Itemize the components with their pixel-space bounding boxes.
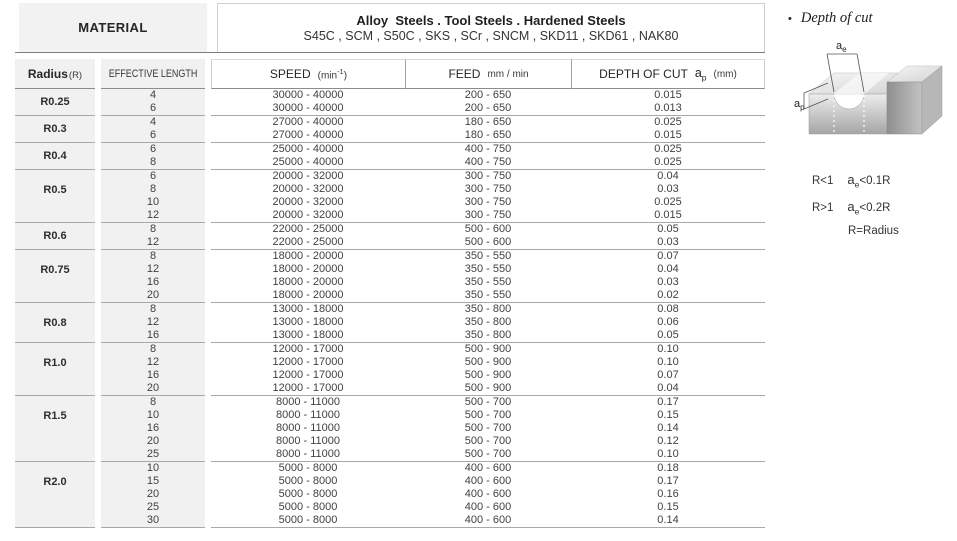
radius-label: R0.3 (43, 123, 67, 135)
effective-length-cell: 16 (146, 329, 160, 341)
speed-header-label: SPEED (269, 67, 311, 81)
effective-length-cell: 6 (149, 143, 157, 155)
depth-cell: 0.06 (657, 316, 679, 328)
depth-cell: 0.03 (657, 183, 679, 195)
feed-cell: 500 - 600 (464, 223, 512, 235)
speed-column (211, 302, 405, 342)
block-front-face (809, 94, 887, 134)
depth-cell: 0.17 (657, 396, 679, 408)
feed-cell: 300 - 750 (464, 183, 512, 195)
depth-cell: 0.18 (657, 462, 679, 474)
radius-column-header (15, 59, 95, 89)
effective-length-cell: 16 (146, 422, 160, 434)
radius-header-label: Radius (27, 66, 68, 81)
depth-column (571, 89, 765, 115)
table-body (15, 89, 765, 528)
depth-cell: 0.013 (654, 102, 682, 114)
feed-column (405, 142, 571, 169)
effective-length-cell: 25 (146, 448, 160, 460)
depth-cell: 0.10 (657, 343, 679, 355)
radius-column (15, 461, 95, 528)
feed-column (405, 342, 571, 395)
depth-cell: 0.03 (657, 236, 679, 248)
speed-cell: 18000 - 20000 (272, 289, 344, 301)
speed-cell: 30000 - 40000 (272, 89, 344, 101)
effective-length-cell: 6 (149, 170, 157, 182)
speed-cell: 8000 - 11000 (275, 448, 341, 460)
depth-column (571, 142, 765, 169)
steel-grades-list: S45C , SCM , S50C , SKS , SCr , SNCM , SKD11 , SKD61 , NAK80 (303, 29, 679, 43)
effective-length-cell: 10 (146, 196, 160, 208)
depth-header-label: DEPTH OF CUT (599, 67, 688, 81)
feed-cell: 400 - 750 (464, 156, 512, 168)
feed-cell: 500 - 900 (464, 382, 512, 394)
radius-column (15, 89, 95, 115)
effective-length-cell: 30 (146, 514, 160, 526)
radius-definition-note: R=Radius (848, 225, 899, 238)
depth-column (571, 249, 765, 302)
speed-column (211, 142, 405, 169)
feed-cell: 350 - 550 (464, 263, 512, 275)
feed-cell: 500 - 700 (464, 435, 512, 447)
effective-length-cell: 8 (149, 223, 157, 235)
speed-cell: 22000 - 25000 (272, 223, 344, 235)
feed-cell: 400 - 750 (464, 143, 512, 155)
speed-unit: $(\min^{-1})$ (317, 66, 348, 82)
depth-of-cut-column-header (571, 59, 765, 89)
speed-cell: 8000 - 11000 (275, 422, 341, 434)
depth-of-cut-heading (788, 10, 954, 27)
depth-cell: 0.04 (657, 170, 679, 182)
depth-cell: 0.10 (657, 448, 679, 460)
feed-cell: 300 - 750 (464, 209, 512, 221)
speed-cell: 18000 - 20000 (272, 276, 344, 288)
depth-cell: 0.15 (657, 409, 679, 421)
effective-length-cell: 8 (149, 303, 157, 315)
feed-cell: 350 - 550 (464, 276, 512, 288)
effective-length-cell: 12 (146, 236, 160, 248)
effective-length-cell: 4 (149, 89, 157, 101)
depth-cell: 0.015 (654, 129, 682, 141)
effective-length-cell: 20 (146, 382, 160, 394)
speed-cell: 27000 - 40000 (272, 116, 344, 128)
ap-symbol: $a_p$ (694, 65, 707, 83)
length-column (101, 342, 205, 395)
feed-column (405, 169, 571, 222)
speed-cell: 8000 - 11000 (275, 409, 341, 421)
radius-group (15, 249, 765, 302)
feed-cell: 500 - 700 (464, 448, 512, 460)
speed-cell: 18000 - 20000 (272, 263, 344, 275)
effective-length-cell: 8 (149, 396, 157, 408)
effective-length-cell: 15 (146, 475, 160, 487)
radius-group (15, 89, 765, 115)
effective-length-cell: 16 (146, 369, 160, 381)
speed-cell: 20000 - 32000 (272, 170, 344, 182)
depth-cell: 0.04 (657, 263, 679, 275)
note-r-less-1 (812, 172, 954, 190)
feed-column (405, 115, 571, 142)
radius-label: R0.75 (40, 263, 70, 276)
speed-column (211, 222, 405, 249)
feed-cell: 500 - 700 (464, 409, 512, 421)
depth-cell: 0.05 (657, 329, 679, 341)
note-r-greater-1 (812, 199, 954, 217)
radius-column (15, 395, 95, 461)
feed-cell: 300 - 750 (464, 196, 512, 208)
radius-column (15, 222, 95, 249)
note-rule: $a_e<0.1R$ (847, 172, 891, 190)
speed-cell: 12000 - 17000 (272, 343, 344, 355)
feed-cell: 500 - 900 (464, 369, 512, 381)
speed-column (211, 395, 405, 461)
radius-group (15, 142, 765, 169)
radius-column (15, 169, 95, 222)
effective-length-cell: 8 (149, 250, 157, 262)
depth-column (571, 302, 765, 342)
speed-cell: 5000 - 8000 (278, 501, 338, 513)
depth-cell: 0.15 (657, 501, 679, 513)
feed-cell: 350 - 550 (464, 289, 512, 301)
speed-cell: 18000 - 20000 (272, 250, 344, 262)
speed-cell: 13000 - 18000 (272, 303, 344, 315)
radius-group (15, 302, 765, 342)
effective-length-cell: 4 (149, 116, 157, 128)
feed-cell: 350 - 800 (464, 329, 512, 341)
depth-cell: 0.02 (657, 289, 679, 301)
cutting-parameters-table (15, 3, 765, 528)
alloy-steels-title: Alloy Steels . Tool Steels . Hardened Steels (356, 13, 626, 28)
feed-cell: 300 - 750 (464, 170, 512, 182)
depth-cell: 0.17 (657, 475, 679, 487)
effective-length-cell: 12 (146, 263, 160, 275)
radius-label: R2.0 (43, 475, 67, 488)
speed-cell: 5000 - 8000 (278, 488, 338, 500)
speed-cell: 13000 - 18000 (272, 316, 344, 328)
depth-column (571, 169, 765, 222)
radius-column (15, 302, 95, 342)
feed-cell: 400 - 600 (464, 475, 512, 487)
speed-column (211, 169, 405, 222)
feed-cell: 500 - 900 (464, 343, 512, 355)
bullet-icon: • (788, 13, 792, 25)
note-condition: R<1 (812, 175, 834, 187)
feed-cell: 200 - 650 (464, 102, 512, 114)
radius-column (15, 142, 95, 169)
effective-length-cell: 6 (149, 129, 157, 141)
speed-cell: 20000 - 32000 (272, 196, 344, 208)
feed-header-label: FEED (448, 67, 481, 81)
material-values-cell (217, 3, 765, 52)
feed-column (405, 222, 571, 249)
depth-cell: 0.16 (657, 488, 679, 500)
speed-cell: 8000 - 11000 (275, 396, 341, 408)
speed-column-header (211, 59, 405, 89)
note-rule: $a_e<0.2R$ (847, 198, 891, 217)
feed-cell: 350 - 550 (464, 250, 512, 262)
radius-group (15, 395, 765, 461)
depth-cell: 0.07 (657, 250, 679, 262)
speed-cell: 30000 - 40000 (272, 102, 344, 114)
depth-cell: 0.025 (654, 116, 682, 128)
depth-cell: 0.05 (657, 223, 679, 235)
depth-cell: 0.015 (654, 209, 682, 221)
ap-label: ap (794, 98, 805, 112)
effective-length-cell: 8 (149, 156, 157, 168)
feed-cell: 180 - 650 (464, 129, 512, 141)
depth-cell: 0.025 (654, 196, 682, 208)
length-column (101, 222, 205, 249)
feed-cell: 500 - 700 (464, 396, 512, 408)
speed-cell: 13000 - 18000 (272, 329, 344, 341)
radius-group (15, 222, 765, 249)
depth-of-cut-panel (782, 10, 954, 237)
right-block-front-face (887, 82, 922, 134)
effective-length-cell: 20 (146, 435, 160, 447)
speed-cell: 22000 - 25000 (272, 236, 344, 248)
feed-cell: 350 - 800 (464, 303, 512, 315)
feed-column-header (405, 59, 571, 89)
feed-cell: 200 - 650 (464, 89, 512, 101)
depth-cell: 0.03 (657, 276, 679, 288)
radius-label: R1.5 (43, 409, 67, 422)
depth-of-cut-diagram (794, 37, 944, 159)
speed-column (211, 115, 405, 142)
length-column (101, 395, 205, 461)
depth-column (571, 395, 765, 461)
feed-column (405, 302, 571, 342)
effective-length-cell: 20 (146, 488, 160, 500)
speed-cell: 8000 - 11000 (275, 435, 341, 447)
radius-column (15, 249, 95, 302)
depth-column (571, 461, 765, 528)
length-column (101, 302, 205, 342)
depth-cell: 0.04 (657, 382, 679, 394)
speed-cell: 12000 - 17000 (272, 369, 344, 381)
depth-cell: 0.14 (657, 422, 679, 434)
radius-label: R0.25 (40, 96, 70, 108)
radius-group (15, 342, 765, 395)
effective-length-cell: 16 (146, 276, 160, 288)
feed-cell: 500 - 700 (464, 422, 512, 434)
speed-cell: 25000 - 40000 (272, 143, 344, 155)
feed-cell: 350 - 800 (464, 316, 512, 328)
speed-cell: 5000 - 8000 (278, 514, 338, 526)
speed-cell: 25000 - 40000 (272, 156, 344, 168)
speed-cell: 20000 - 32000 (272, 183, 344, 195)
depth-column (571, 342, 765, 395)
effective-length-cell: 8 (149, 343, 157, 355)
depth-cell: 0.10 (657, 356, 679, 368)
speed-cell: 12000 - 17000 (272, 382, 344, 394)
radius-column (15, 115, 95, 142)
feed-cell: 400 - 600 (464, 462, 512, 474)
effective-length-cell: 10 (146, 409, 160, 421)
feed-column (405, 461, 571, 528)
speed-column (211, 249, 405, 302)
depth-column (571, 115, 765, 142)
radius-label: R0.6 (43, 230, 67, 242)
effective-length-cell: 12 (146, 316, 160, 328)
length-column (101, 461, 205, 528)
feed-cell: 400 - 600 (464, 501, 512, 513)
radius-header-suffix: (R) (68, 69, 83, 81)
depth-of-cut-title: Depth of cut (800, 10, 873, 26)
depth-cell: 0.025 (654, 143, 682, 155)
radius-group (15, 461, 765, 528)
depth-cell: 0.015 (654, 89, 682, 101)
depth-cell: 0.14 (657, 514, 679, 526)
speed-column (211, 89, 405, 115)
depth-of-cut-notes (812, 172, 954, 237)
speed-column (211, 461, 405, 528)
feed-column (405, 249, 571, 302)
material-header-cell: MATERIAL (19, 3, 207, 52)
radius-column (15, 342, 95, 395)
radius-label: R1.0 (43, 356, 67, 369)
depth-cell: 0.025 (654, 156, 682, 168)
feed-unit: mm / min (487, 68, 529, 80)
speed-cell: 12000 - 17000 (272, 356, 344, 368)
effective-length-cell: 12 (146, 356, 160, 368)
length-column (101, 89, 205, 115)
radius-group (15, 115, 765, 142)
feed-cell: 180 - 650 (464, 116, 512, 128)
note-condition: R>1 (812, 201, 834, 214)
feed-cell: 500 - 600 (464, 236, 512, 248)
effective-length-cell: 8 (149, 183, 157, 195)
depth-cell: 0.08 (657, 303, 679, 315)
length-column (101, 142, 205, 169)
effective-length-cell: 6 (149, 102, 157, 114)
length-column (101, 249, 205, 302)
feed-column (405, 89, 571, 115)
speed-cell: 20000 - 32000 (272, 209, 344, 221)
radius-label: R0.5 (43, 183, 67, 196)
column-header-row (15, 59, 765, 89)
ae-label: ae (836, 40, 847, 54)
feed-column (405, 395, 571, 461)
effective-length-cell: 20 (146, 289, 160, 301)
effective-length-header-label: EFFECTIVE LENGTH (108, 67, 198, 80)
speed-cell: 5000 - 8000 (278, 475, 338, 487)
radius-label: R0.4 (43, 150, 67, 162)
feed-cell: 400 - 600 (464, 488, 512, 500)
effective-length-cell: 10 (146, 462, 160, 474)
table-top-header (15, 3, 765, 53)
radius-label: R0.8 (43, 316, 67, 329)
effective-length-cell: 12 (146, 209, 160, 221)
length-column (101, 169, 205, 222)
depth-cell: 0.07 (657, 369, 679, 381)
length-column (101, 115, 205, 142)
depth-column (571, 222, 765, 249)
radius-group (15, 169, 765, 222)
speed-cell: 5000 - 8000 (278, 462, 338, 474)
effective-length-column-header (101, 59, 205, 89)
depth-unit: (mm) (713, 68, 737, 80)
depth-cell: 0.12 (657, 435, 679, 447)
feed-cell: 500 - 900 (464, 356, 512, 368)
effective-length-cell: 25 (146, 501, 160, 513)
speed-cell: 27000 - 40000 (272, 129, 344, 141)
feed-cell: 400 - 600 (464, 514, 512, 526)
speed-column (211, 342, 405, 395)
